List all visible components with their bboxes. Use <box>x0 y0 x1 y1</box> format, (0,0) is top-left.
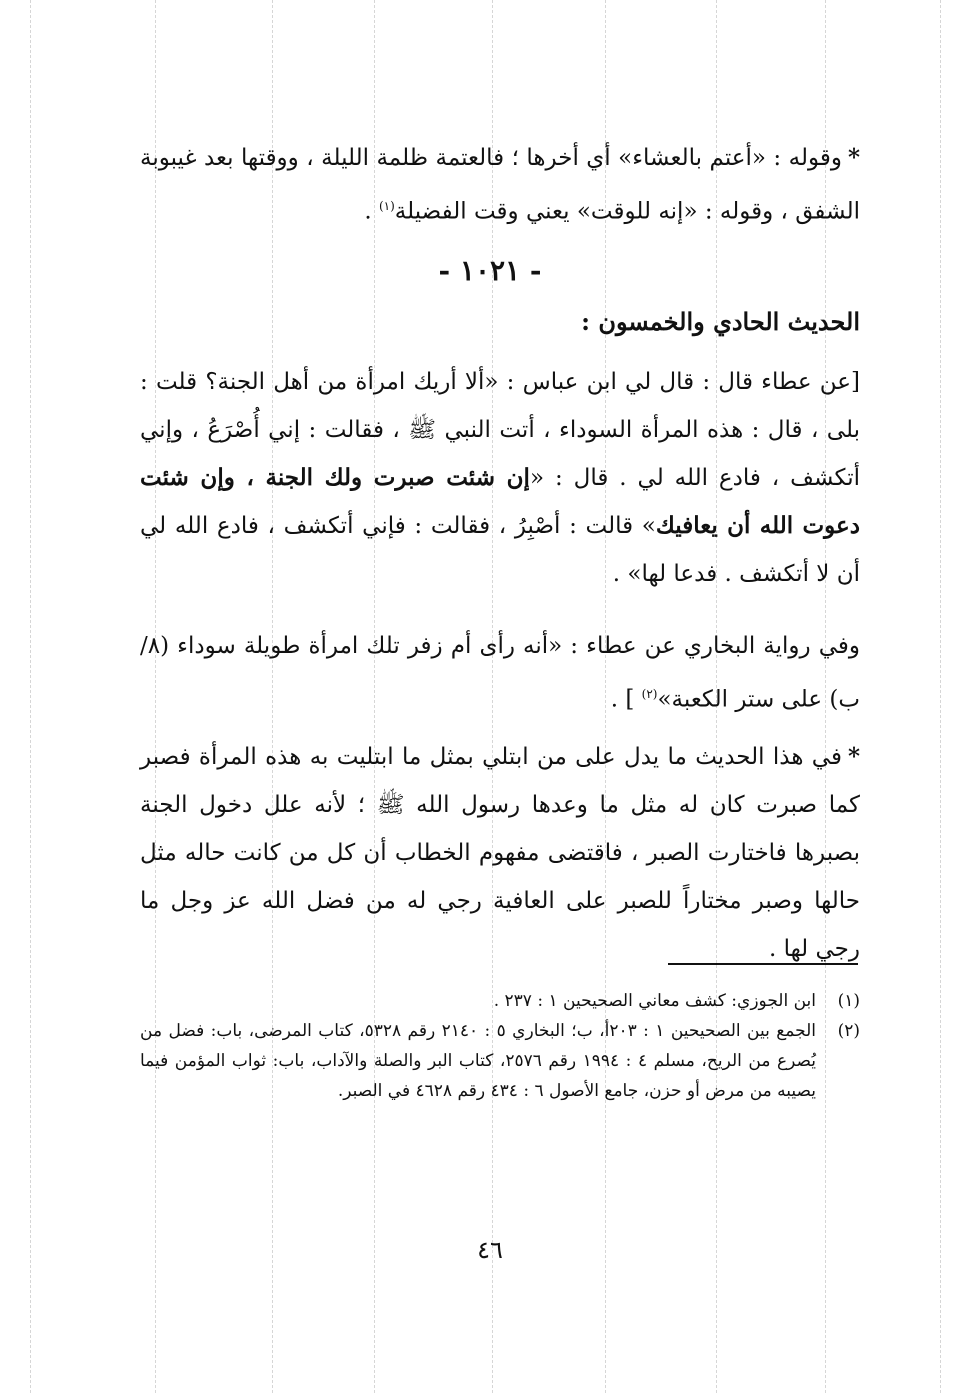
bukhari-variant-tail: ] . <box>610 686 642 713</box>
commentary-paragraph <box>140 733 860 973</box>
footnote-ref: (٢) <box>641 687 658 701</box>
intro-paragraph <box>140 134 860 236</box>
footnote-separator <box>668 963 858 965</box>
hadith-line: وإني أتكشف ، فادع الله لي . قال : « <box>140 417 860 491</box>
hadith-line: قلت : بلى ، قال : هذه المرأة السوداء ، أتت النبي ﷺ ، فقالت : إني أُصْرَعُ ، <box>140 369 860 443</box>
bukhari-variant-paragraph <box>140 622 860 724</box>
footnote-number: (٢) <box>837 1021 860 1041</box>
intro-text: وقوله : «أعتم بالعشاء» أي أخرها ؛ فالعتمة ظلمة الليلة ، ووقتها بعد غيبوبة الشفق ، وقوله : «إنه للوقت» يعني وقت الفضيلة <box>140 145 860 225</box>
footnotes <box>140 986 860 1106</box>
hadith-paragraph <box>140 358 860 598</box>
footnote-text: ابن الجوزي: كشف معاني الصحيحين ١ : ٢٣٧ . <box>493 991 816 1011</box>
footnote-ref: (١) <box>378 199 395 213</box>
hadith-line: » قالت : أصْبِرُ ، فقالت : فإني أتكشف ، فادع الله لي أن لا أتكشف . فدعا لها» . <box>140 513 860 587</box>
hadith-number: - ١٠٢١ - <box>438 254 542 287</box>
hadith-line: [عن عطاء قال : قال لي ابن عباس : «ألا أريك امرأة من أهل الجنة؟ <box>205 369 860 395</box>
bullet-star: * <box>847 144 860 171</box>
scan-artifact-line <box>940 0 941 1393</box>
scan-artifact-line <box>30 0 31 1393</box>
commentary-text: في هذا الحديث ما يدل على من ابتلي بمثل ما ابتليت به هذه المرأة فصبر كما صبرت كان له مثل ما وعدها رسول الله ﷺ ؛ لأنه علل دخول الجنة بصبرها فاختارت الصبر ، فاقتضى مفهوم الخطاب أن كل من كانت حاله مثل حالها وصبر مختاراً للصبر على العافية رجي له من فضل الله عز وجل ما رجي لها . <box>140 744 860 962</box>
footnote-number: (١) <box>837 991 860 1011</box>
footnote-item <box>140 1016 860 1106</box>
hadith-bold-quote: إن شئت صبرت ولك الجنة ، وإن شئت دعوت الله أن يعافيك <box>140 464 860 539</box>
bullet-star: * <box>847 743 860 770</box>
page-number: ٤٦ <box>477 1236 503 1264</box>
intro-tail: . <box>364 198 379 225</box>
bukhari-variant-text: وفي رواية البخاري عن عطاء : «أنه رأى أم زفر تلك امرأة طويلة سوداء (٨/ ب) على ستر الكعبة» <box>140 633 860 713</box>
section-title: الحديث الحادي والخمسون : <box>581 307 860 336</box>
footnote-item <box>140 986 860 1016</box>
footnote-text: الجمع بين الصحيحين ١ : ٢٠٣أ، ب؛ البخاري ٥ : ٢١٤٠ رقم ٥٣٢٨، كتاب المرضى، باب: فضل من يُصرع من الريح، مسلم ٤ : ١٩٩٤ رقم ٢٥٧٦، كتاب البر والصلة والآداب، باب: ثواب المؤمن فيما يصيبه من مرض أو حزن، جامع الأصول ٦ : ٤٣٤ رقم ٤٦٢٨ في الصبر. <box>140 1021 816 1101</box>
